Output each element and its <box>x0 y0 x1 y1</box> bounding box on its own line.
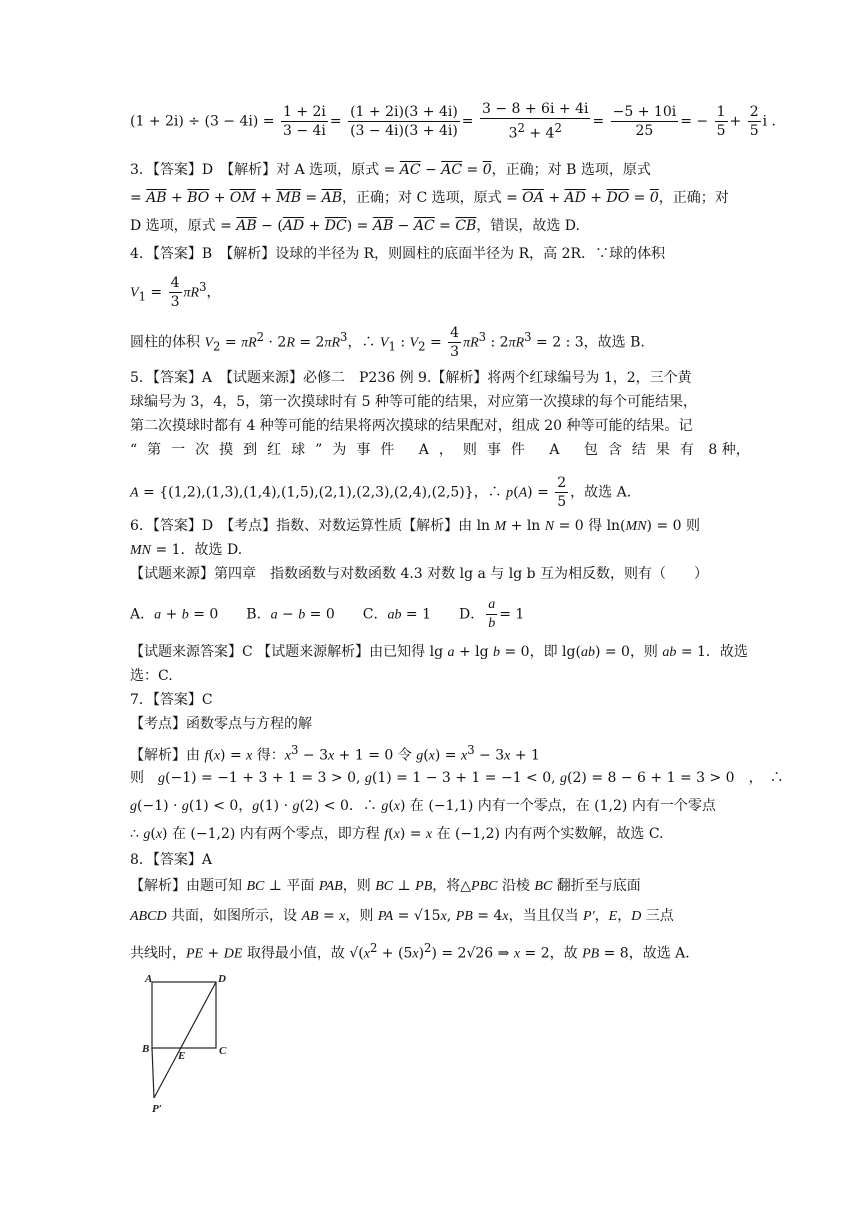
label-d: D <box>218 973 226 985</box>
text-line-23: g(−1) · g(1) < 0，g(1) · g(2) < 0．∴ g(x) 在 (−1,1) 内有一个零点，在 (1,2) 内有一个零点 <box>130 798 716 814</box>
text-line-7: 圆柱的体积 $V_2 = \pi R^2 \cdot 2R = 2\pi R^3$，∴ $V_1$ : $V_2$ = $\frac{4}{3}$ $\pi R^3$ : $2\pi R^3 = 2$ : 3，故选 B. <box>130 325 645 360</box>
label-p: P′ <box>152 1103 162 1115</box>
label-e: E <box>178 1050 186 1062</box>
text-line-15: 【试题来源】第四章 指数函数与对数函数 4.3 对数 lg a 与 lg b 互为相反数，则有（ ） <box>130 566 709 582</box>
text-line-13: 6．【答案】D 【考点】指数、对数运算性质【解析】由 ln M + ln N = 0 得 ln(MN) = 0 则 <box>130 518 700 534</box>
text-line-17: 【试题来源答案】C 【试题来源解析】由已知得 lg a + lg b = 0，即 lg(ab) = 0，则 ab = 1．故选 <box>130 644 748 660</box>
text-line-3: = $\overline{AB} + \overline{BO} + \overline{OM} + \overline{MB} = \overline{AB}$，正确；对 C 选项，原式 = $\overline{OA} + \overline{AD} + \overline{DO} = 0$，正确；对 <box>130 190 729 206</box>
text-line-22: 则 g(−1) = −1 + 3 + 1 = 3 > 0, g(1) = 1 − 3 + 1 = −1 < 0, g(2) = 8 − 6 + 1 = 3 > 0 ， ∴ <box>130 770 784 786</box>
label-c: C <box>219 1045 227 1057</box>
text-line-20: 【考点】函数零点与方程的解 <box>130 716 312 732</box>
text-line-5: 4．【答案】B 【解析】设球的半径为 R，则圆柱的底面半径为 R，高 2R．∵球的体积 <box>130 246 666 262</box>
line-dp <box>154 982 216 1098</box>
text-line-19: 7．【答案】C <box>130 692 213 708</box>
text-line-2: 3．【答案】D 【解析】对 A 选项，原式 = $\overline{AC} - \overline{AC} = 0$，正确；对 B 选项，原式 <box>130 162 651 178</box>
text-line-6: $V_1$ = $\frac{4}{3}$ $\pi R^3$， <box>130 275 221 310</box>
geometry-figure <box>142 970 242 1120</box>
text-line-16: A．a + b = 0 B．a − b = 0 C．ab = 1 D． $\frac{a}{b}$ = 1 <box>130 597 525 631</box>
square-abcd <box>152 982 216 1048</box>
text-line-21: 【解析】由 f(x) = x 得：$x^3 - 3x + 1 = 0$ 令 $g(x) = x^3 - 3x + 1$ <box>130 743 540 764</box>
text-line-24: ∴ g(x) 在 (−1,2) 内有两个零点，即方程 f(x) = x 在 (−1,2) 内有两个实数解，故选 C. <box>130 826 664 842</box>
text-line-9: 球编号为 3，4，5，第一次摸球时有 5 种等可能的结果，对应第一次摸球的每个可能结果， <box>130 394 697 410</box>
text-line-10: 第二次摸球时都有 4 种等可能的结果将两次摸球的结果配对，组成 20 种等可能的结果。记 <box>130 418 693 434</box>
text-line-18: 选：C. <box>130 668 173 684</box>
text-line-4: D 选项，原式 = $\overline{AB} - (\overline{AD} + \overline{DC}) = \overline{AB} - \overline{AC} = \overline{CB}$，错误，故选 D. <box>130 218 580 234</box>
text-line-26: 【解析】由题可知 BC ⊥ 平面 PAB，则 BC ⊥ PB，将△PBC 沿棱 BC 翻折至与底面 <box>130 878 641 894</box>
line-bp <box>152 1048 154 1098</box>
label-a: A <box>145 973 153 985</box>
text-line-8: 5．【答案】A 【试题来源】必修二 P236 例 9.【解析】将两个红球编号为 1，2，三个黄 <box>130 370 692 386</box>
text-line-12: A = {(1,2),(1,3),(1,4),(1,5),(2,1),(2,3),(2,4),(2,5)}，∴ p(A) = $\frac{2}{5}$ ，故选 A. <box>130 475 632 510</box>
label-b: B <box>142 1043 150 1055</box>
text-line-1: (1 + 2i) ÷ (3 − 4i) = $\frac{1 + 2i}{3 - 4i}$ = $\frac{(1 + 2i)(3 + 4i)}{(3 - 4i)(3 + 4i)}$ = $\frac{3 - 8 + 6i + 4i}{3^2 + 4^2}$ = $\frac{-5 + 10i}{25}$ = − $\frac{1}{5}$ + $\frac{2}{5}$ i . <box>130 101 777 142</box>
text-line-14: MN = 1．故选 D. <box>130 542 243 558</box>
text-line-11: “第一次摸到红球”为事件 A，则事件 A 包含结果有 8 种， <box>130 442 750 458</box>
text-line-28: 共线时，PE + DE 取得最小值，故 $√(x^2 + (5x)^2) = 2√26$ ⇒ x = 2，故 PB = 8，故选 A. <box>130 941 690 962</box>
text-line-25: 8．【答案】A <box>130 852 213 868</box>
text-line-27: ABCD 共面，如图所示，设 AB = x，则 PA = √15x, PB = 4x，当且仅当 P′，E，D 三点 <box>130 908 674 924</box>
